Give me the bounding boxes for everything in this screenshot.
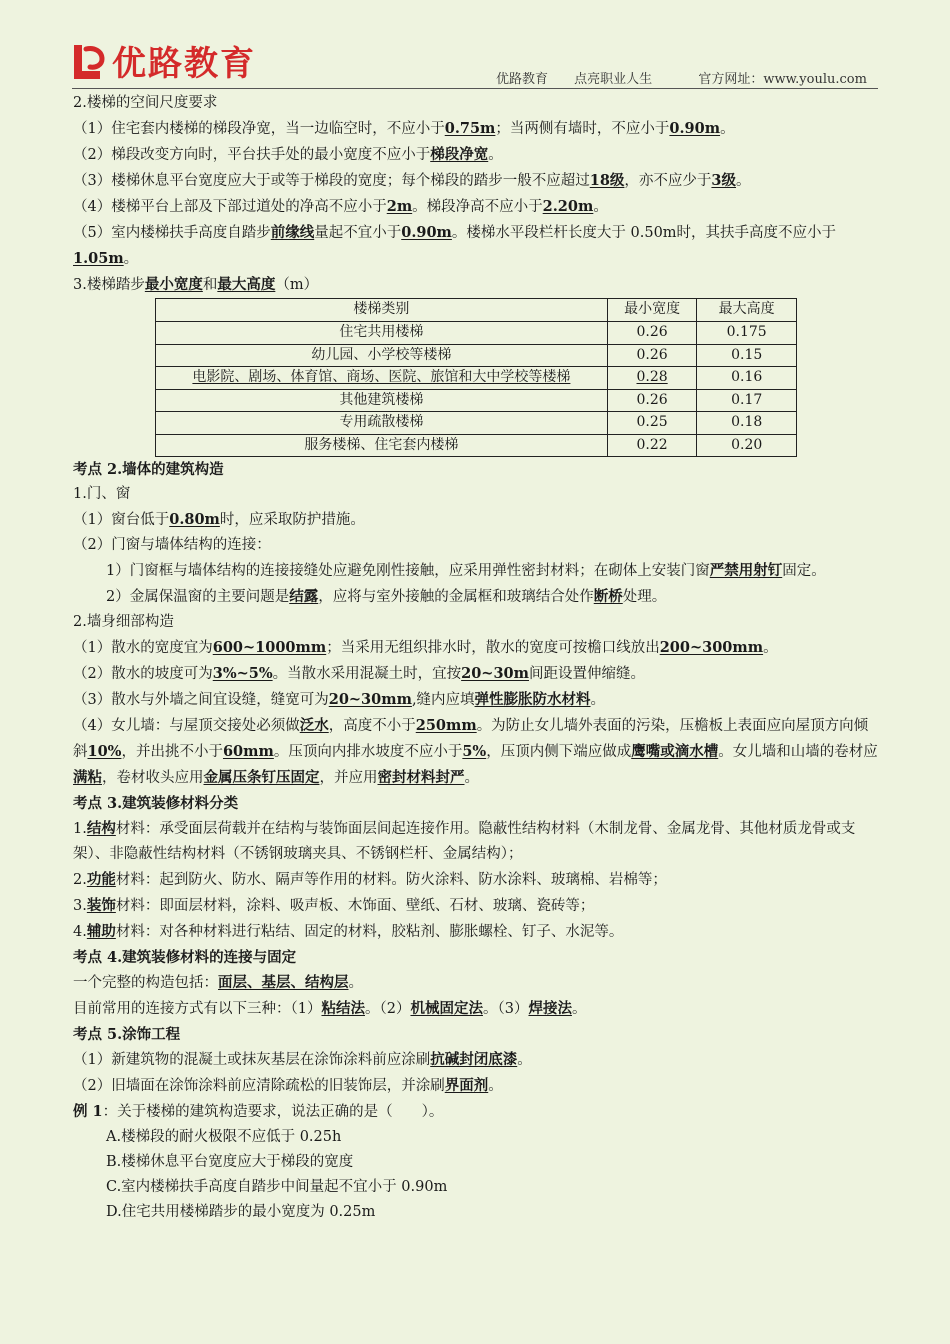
table-row — [156, 412, 797, 435]
table-row — [156, 367, 797, 390]
option-b: B.楼梯休息平台宽度应大于梯段的宽度 — [106, 1154, 354, 1170]
tread-heading: 3.楼梯踏步最小宽度和最大高度（m） — [73, 276, 319, 293]
document-body — [73, 91, 881, 1225]
wall-item-2-2: 2）金属保温窗的主要问题是结露，应将与室外接触的金属框和玻璃结合处作断桥处理。 — [106, 588, 667, 605]
option-c: C.室内楼梯扶手高度自踏步中间量起不宜小于 0.90m — [106, 1179, 448, 1195]
table-cell: 0.25 — [607, 412, 697, 435]
material-item-3: 3.装饰材料：即面层材料，涂料、吸声板、木饰面、壁纸、石材、玻璃、瓷砖等； — [73, 897, 595, 914]
header-slogan: 点亮职业人生 — [574, 72, 653, 87]
detail-item-2: （2）散水的坡度可为3%~5%。当散水采用混凝土时，宜按20~30m间距设置伸缩缝。 — [73, 665, 645, 682]
header-brand: 优路教育 — [496, 72, 549, 87]
fixing-section-title: 考点 4.建筑装修材料的连接与固定 — [73, 949, 297, 966]
detail-item-4: （4）女儿墙：与屋顶交接处必须做泛水，高度不小于250mm。为防止女儿墙外表面的污染，压檐板上表面应向屋顶方向倾斜10%，并出挑不小于60mm。压顶向内排水坡度不应小于5%，压顶内侧下端应做成鹰嘴或滴水槽。女儿墙和山墙的卷材应满粘，卷材收头应用金属压条钉压固定，并应用密封材料封严。 — [73, 717, 878, 786]
table-cell: 0.17 — [697, 389, 797, 412]
stairs-item-2: （2）梯段改变方向时，平台扶手处的最小宽度不应小于梯段净宽。 — [73, 146, 503, 163]
option-a: A.楼梯段的耐火极限不应低于 0.25h — [106, 1129, 342, 1145]
table-cell: 0.26 — [607, 322, 697, 345]
table-row — [156, 434, 797, 457]
material-item-2: 2.功能材料：起到防火、防水、隔声等作用的材料。防火涂料、防水涂料、玻璃棉、岩棉等； — [73, 871, 667, 888]
table-cell: 0.26 — [607, 389, 697, 412]
table-row — [156, 389, 797, 412]
table-cell: 幼儿园、小学校等楼梯 — [156, 344, 608, 367]
coating-item-1: （1）新建筑物的混凝土或抹灰基层在涂饰涂料前应涂刷抗碱封闭底漆。 — [73, 1051, 532, 1068]
material-item-4: 4.辅助材料：对各种材料进行粘结、固定的材料，胶粘剂、膨胀螺栓、钉子、水泥等。 — [73, 923, 624, 940]
header-website: 官方网址：www.youlu.com — [698, 72, 867, 87]
table-cell: 0.15 — [697, 344, 797, 367]
example-question: 例 1：关于楼梯的建筑构造要求，说法正确的是（ ）。 — [73, 1103, 444, 1120]
wall-section-title: 考点 2.墙体的建筑构造 — [73, 461, 224, 478]
brand-logo — [70, 36, 256, 85]
header-divider — [72, 88, 878, 89]
stairs-heading: 2.楼梯的空间尺度要求 — [73, 95, 218, 111]
fixing-item-2: 目前常用的连接方式有以下三种：（1）粘结法。（2）机械固定法。（3）焊接法。 — [73, 1000, 587, 1017]
coating-item-2: （2）旧墙面在涂饰涂料前应清除疏松的旧装饰层，并涂刷界面剂。 — [73, 1077, 503, 1094]
stairs-item-5: （5）室内楼梯扶手高度自踏步前缘线量起不宜小于0.90m。楼梯水平段栏杆长度大于 0.50m时，其扶手高度不应小于1.05m。 — [73, 224, 837, 267]
stairs-item-4: （4）楼梯平台上部及下部过道处的净高不应小于2m。梯段净高不应小于2.20m。 — [73, 198, 608, 215]
detail-item-1: （1）散水的宽度宜为600~1000mm；当采用无组织排水时，散水的宽度可按檐口线放出200~300mm。 — [73, 639, 778, 656]
materials-section-title: 考点 3.建筑装修材料分类 — [73, 795, 239, 812]
table-cell: 服务楼梯、住宅套内楼梯 — [156, 434, 608, 457]
logo-text: 优路教育 — [112, 44, 256, 84]
table-cell: 0.28 — [607, 367, 697, 390]
doors-windows-heading: 1.门、窗 — [73, 486, 131, 502]
table-cell: 0.175 — [697, 322, 797, 345]
table-cell: 住宅共用楼梯 — [156, 322, 608, 345]
table-cell: 0.16 — [697, 367, 797, 390]
wall-item-2: （2）门窗与墙体结构的连接： — [73, 537, 271, 553]
table-row — [156, 322, 797, 345]
option-d: D.住宅共用楼梯踏步的最小宽度为 0.25m — [106, 1204, 376, 1220]
wall-item-2-1: 1）门窗框与墙体结构的连接接缝处应避免刚性接触，应采用弹性密封材料；在砌体上安装门窗严禁用射钉固定。 — [106, 562, 826, 579]
table-cell: 专用疏散楼梯 — [156, 412, 608, 435]
wall-detail-heading: 2.墙身细部构造 — [73, 614, 174, 630]
table-cell: 0.26 — [607, 344, 697, 367]
table-header-row — [156, 299, 797, 322]
table-cell: 电影院、剧场、体育馆、商场、医院、旅馆和大中学校等楼梯 — [156, 367, 608, 390]
table-row — [156, 344, 797, 367]
fixing-item-1: 一个完整的构造包括：面层、基层、结构层。 — [73, 974, 363, 991]
table-header-cell: 最大高度 — [697, 299, 797, 322]
table-cell: 其他建筑楼梯 — [156, 389, 608, 412]
stairs-item-3: （3）楼梯休息平台宽度应大于或等于梯段的宽度；每个梯段的踏步一般不应超过18级，亦不应少于3级。 — [73, 172, 751, 189]
wall-item-1: （1）窗台低于0.80m时，应采取防护措施。 — [73, 511, 365, 528]
detail-item-3: （3）散水与外墙之间宜设缝，缝宽可为20~30mm,缝内应填弹性膨胀防水材料。 — [73, 691, 606, 708]
table-cell: 0.20 — [697, 434, 797, 457]
stair-tread-table — [155, 298, 797, 457]
table-header-cell: 最小宽度 — [607, 299, 697, 322]
youlu-logo-icon — [70, 41, 108, 81]
header-info — [496, 68, 867, 87]
material-item-1: 1.结构材料：承受面层荷载并在结构与装饰面层间起连接作用。隐蔽性结构材料（木制龙骨、金属龙骨、其他材质龙骨或支架）、非隐蔽性结构材料（不锈钢玻璃夹具、不锈钢栏杆、金属结构）； — [73, 820, 856, 862]
coating-section-title: 考点 5.涂饰工程 — [73, 1026, 181, 1043]
table-cell: 0.22 — [607, 434, 697, 457]
table-cell: 0.18 — [697, 412, 797, 435]
table-header-cell: 楼梯类别 — [156, 299, 608, 322]
stairs-item-1: （1）住宅套内楼梯的梯段净宽，当一边临空时，不应小于0.75m；当两侧有墙时，不应小于0.90m。 — [73, 120, 735, 137]
